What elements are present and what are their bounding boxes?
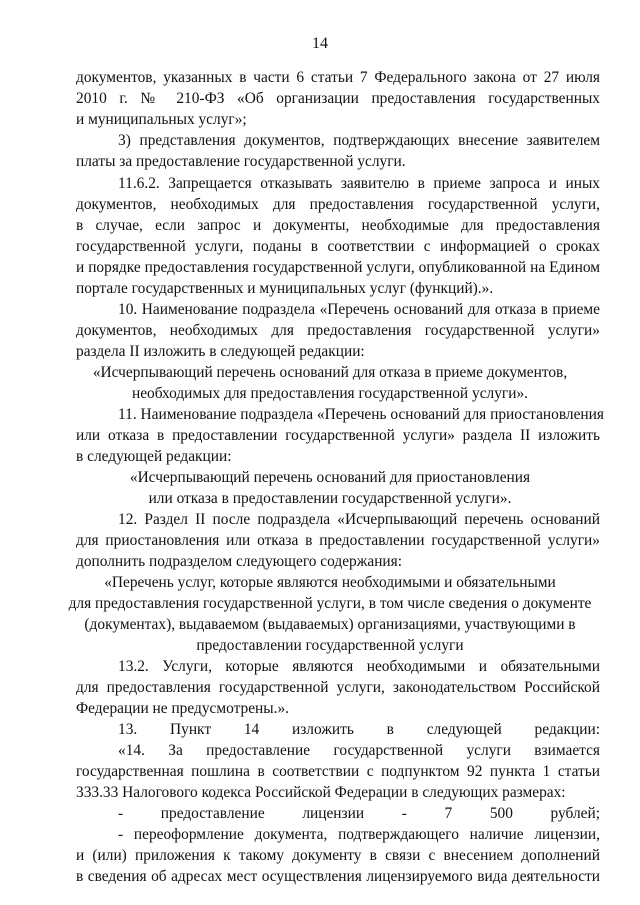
text-line: государственная пошлина в соответствии с подпунктом 92 пункта 1 статьи <box>76 763 600 780</box>
text-line: для предоставления государственной услуги, в том числе сведения о документе <box>68 595 592 612</box>
text-line: «Перечень услуг, которые являются необходимыми и обязательными <box>104 574 556 591</box>
text-line: и порядке предоставления государственной услуги, опубликованной на Едином <box>76 259 600 276</box>
text-line: 3) представления документов, подтверждающих внесение заявителем <box>118 132 600 149</box>
text-line: для приостановления или отказа в предоставлении государственной услуги» <box>76 532 600 549</box>
text-line: в следующей редакции: <box>76 448 232 465</box>
text-line: 333.33 Налогового кодекса Российской Федерации в следующих размерах: <box>76 784 566 801</box>
text-line: - переоформление документа, подтверждающего наличие лицензии, <box>118 826 600 843</box>
text-line: «Исчерпывающий перечень оснований для отказа в приеме документов, <box>92 364 568 381</box>
text-line: или отказа в предоставлении государственной услуги» раздела II изложить <box>76 427 600 444</box>
text-line: дополнить подразделом следующего содержания: <box>76 553 403 570</box>
text-line: - предоставление лицензии - 7 500 рублей; <box>118 805 600 822</box>
text-line: и (или) приложения к такому документу в связи с внесением дополнений <box>76 847 600 864</box>
text-line: предоставлении государственной услуги <box>196 637 464 654</box>
text-line: 13.2. Услуги, которые являются необходимыми и обязательными <box>118 658 600 675</box>
text-line: раздела II изложить в следующей редакции: <box>76 343 365 360</box>
text-line: портале государственных и муниципальных услуг (функций).». <box>76 280 494 297</box>
text-line: 11.6.2. Запрещается отказывать заявителю в приеме запроса и иных <box>118 175 600 192</box>
text-line: и муниципальных услуг»; <box>76 111 247 128</box>
text-line: «14. За предоставление государственной услуги взимается <box>118 742 600 759</box>
text-line: документов, указанных в части 6 статьи 7 Федерального закона от 27 июля <box>76 69 600 86</box>
text-line: 12. Раздел II после подраздела «Исчерпывающий перечень оснований <box>118 511 600 528</box>
text-line: в случае, если запрос и документы, необходимые для предоставления <box>76 217 600 234</box>
text-line: (документах), выдаваемом (выдаваемых) организациями, участвующими в <box>84 616 576 633</box>
text-line: или отказа в предоставлении государственной услуги». <box>148 490 512 507</box>
text-line: для предоставления государственной услуги, законодательством Российской <box>76 679 600 696</box>
text-line: 2010 г. № 210-ФЗ «Об организации предоставления государственных <box>76 90 600 107</box>
page-number: 14 <box>312 35 328 52</box>
text-line: Федерации не предусмотрены.». <box>76 700 290 717</box>
text-line: «Исчерпывающий перечень оснований для приостановления <box>129 469 531 486</box>
text-line: 11. Наименование подраздела «Перечень оснований для приостановления <box>118 406 604 423</box>
text-line: 13. Пункт 14 изложить в следующей редакции: <box>118 721 600 738</box>
text-line: документов, необходимых для предоставления государственной услуги» <box>76 322 600 339</box>
text-line: в сведения об адресах мест осуществления лицензируемого вида деятельности <box>76 868 600 885</box>
text-line: государственной услуги, поданы в соответствии с информацией о сроках <box>76 238 600 255</box>
text-line: необходимых для предоставления государственной услуги». <box>131 385 529 402</box>
text-line: документов, необходимых для предоставления государственной услуги, <box>76 196 600 213</box>
text-line: платы за предоставление государственной услуги. <box>76 153 406 170</box>
text-line: 10. Наименование подраздела «Перечень оснований для отказа в приеме <box>118 301 600 318</box>
